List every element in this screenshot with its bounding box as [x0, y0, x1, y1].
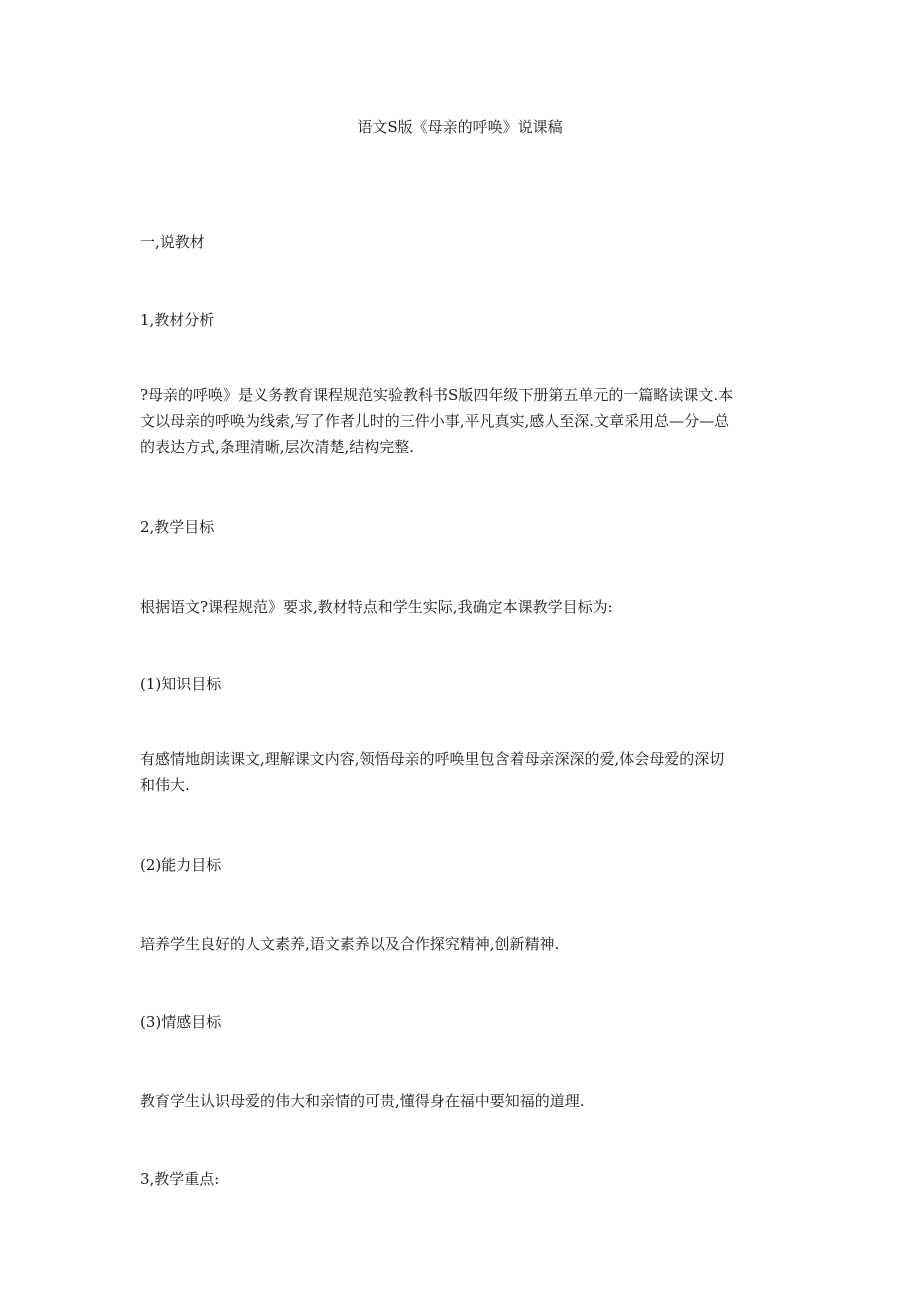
paragraph-textbook-analysis: [140, 382, 790, 460]
document-title: 语文S版《母亲的呼唤》说课稿: [357, 118, 563, 136]
paragraph-goals-intro: 根据语文?课程规范》要求,教材特点和学生实际,我确定本课教学目标为:: [140, 598, 613, 616]
paragraph-line: ?母亲的呼唤》是义务教育课程规范实验教科书S版四年级下册第五单元的一篇略读课文.本: [140, 386, 734, 404]
subheading-knowledge-goal: (1)知识目标: [140, 675, 222, 693]
paragraph-knowledge-goal: [140, 746, 790, 798]
subheading-textbook-analysis: 1,教材分析: [140, 311, 215, 329]
paragraph-ability-goal: 培养学生良好的人文素养,语文素养以及合作探究精神,创新精神.: [140, 935, 560, 953]
subheading-teaching-goals: 2,教学目标: [140, 518, 215, 536]
subheading-ability-goal: (2)能力目标: [140, 856, 222, 874]
subheading-emotion-goal: (3)情感目标: [140, 1013, 222, 1031]
paragraph-line: 文以母亲的呼唤为线索,写了作者儿时的三件小事,平凡真实,感人至深.文章采用总—分—总: [140, 412, 730, 430]
paragraph-line: 有感情地朗读课文,理解课文内容,领悟母亲的呼唤里包含着母亲深深的爱,体会母爱的深切: [140, 750, 725, 768]
paragraph-emotion-goal: 教育学生认识母爱的伟大和亲情的可贵,懂得身在福中要知福的道理.: [140, 1092, 585, 1110]
section-heading-textbook: 一,说教材: [140, 233, 205, 251]
paragraph-line: 和伟大.: [140, 776, 190, 794]
subheading-teaching-focus: 3,教学重点:: [140, 1170, 220, 1188]
paragraph-line: 的表达方式,条理清晰,层次清楚,结构完整.: [140, 438, 415, 456]
